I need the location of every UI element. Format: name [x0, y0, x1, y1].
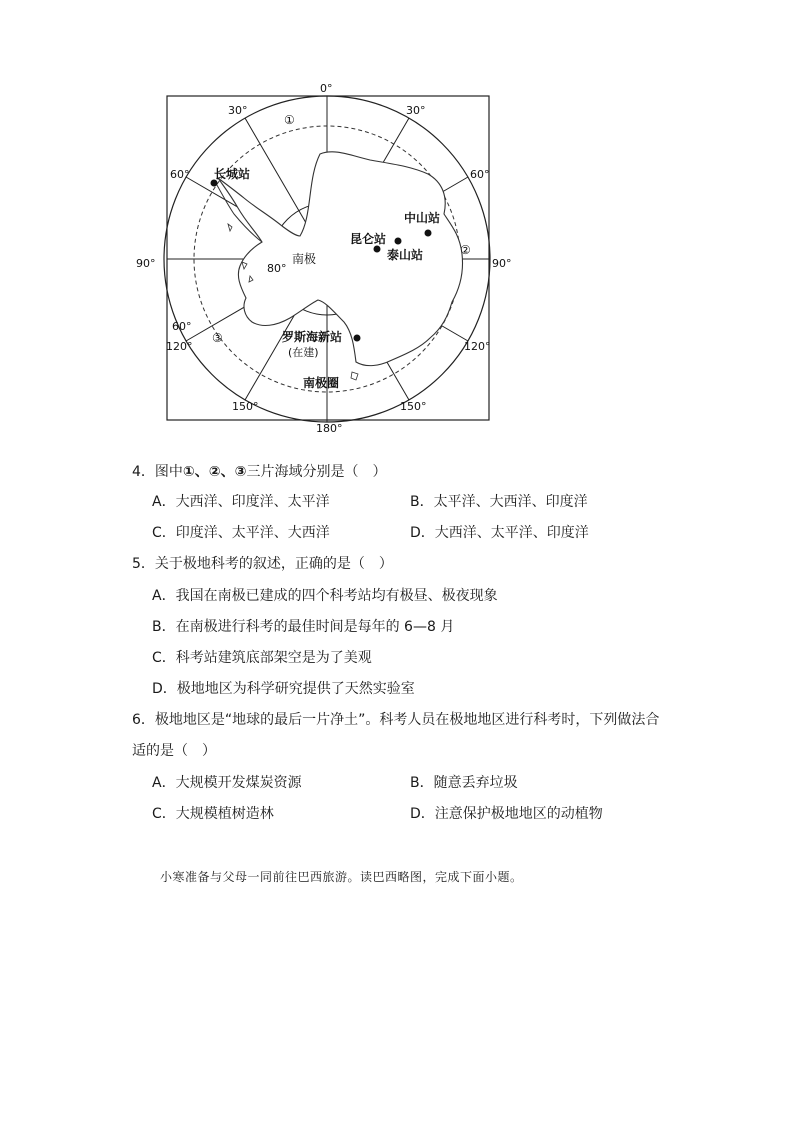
question-6-option-b[interactable]: B．随意丢弃垃圾: [410, 775, 518, 791]
question-4-option-b[interactable]: B．太平洋、大西洋、印度洋: [410, 494, 588, 510]
question-5-option-c[interactable]: C．科考站建筑底部架空是为了美观: [152, 650, 372, 666]
label-60w: 60°: [170, 168, 190, 181]
question-4-option-c[interactable]: C．印度洋、太平洋、大西洋: [152, 525, 330, 541]
ocean-marker-3: ③: [212, 331, 223, 345]
label-0: 0°: [320, 82, 333, 95]
question-6-stem-line2: 适的是（ ）: [132, 743, 216, 759]
question-4-stem-post: 三片海域分别是（ ）: [246, 464, 387, 480]
ocean-marker-2: ②: [460, 243, 471, 257]
label-lat80: 80°: [267, 262, 287, 275]
taishan-dot: [395, 238, 402, 245]
question-6-option-a[interactable]: A．大规模开发煤炭资源: [152, 775, 302, 791]
label-120w: 120°: [166, 340, 193, 353]
rossnew-label: 罗斯海新站: [282, 330, 343, 344]
question-5-option-a[interactable]: A．我国在南极已建成的四个科考站均有极昼、极夜现象: [152, 588, 498, 604]
zhongshan-label: 中山站: [404, 211, 441, 225]
question-4-option-d[interactable]: D．大西洋、太平洋、印度洋: [410, 525, 589, 541]
question-4-stem-marks: ①、②、③: [182, 464, 247, 480]
zhongshan-dot: [425, 230, 432, 237]
label-90w: 90°: [136, 257, 156, 270]
antarctica-map: [130, 76, 520, 436]
label-lat60: 60°: [172, 320, 192, 333]
label-150e: 150°: [400, 400, 427, 413]
question-6-stem-line1: 6．极地地区是“地球的最后一片净土”。科考人员在极地地区进行科考时，下列做法合: [132, 712, 660, 728]
kunlun-label: 昆仑站: [350, 232, 387, 246]
ocean-marker-1: ①: [284, 113, 295, 127]
label-150w: 150°: [232, 400, 259, 413]
label-180: 180°: [316, 422, 343, 435]
question-5-option-b[interactable]: B．在南极进行科考的最佳时间是每年的 6—8 月: [152, 619, 455, 635]
question-5-option-d[interactable]: D．极地地区为科学研究提供了天然实验室: [152, 681, 415, 697]
rossnew-note: (在建): [288, 346, 319, 359]
question-6-option-d[interactable]: D．注意保护极地地区的动植物: [410, 806, 603, 822]
question-4-option-a[interactable]: A．大西洋、印度洋、太平洋: [152, 494, 330, 510]
section-note: 小寒准备与父母一同前往巴西旅游。读巴西略图，完成下面小题。: [160, 870, 523, 884]
antarctic-circle-label: 南极圈: [303, 376, 340, 390]
rossnew-dot: [354, 335, 361, 342]
label-30e: 30°: [406, 104, 426, 117]
taishan-label: 泰山站: [387, 248, 424, 262]
south-pole-label: 南极: [292, 252, 317, 266]
question-4-stem: [132, 462, 386, 482]
question-6-option-c[interactable]: C．大规模植树造林: [152, 806, 274, 822]
changcheng-label: 长城站: [214, 167, 251, 181]
kunlun-dot: [374, 246, 381, 253]
label-30w: 30°: [228, 104, 248, 117]
question-5-stem: 5．关于极地科考的叙述，正确的是（ ）: [132, 556, 393, 572]
question-4-stem-pre: 4．图中: [132, 464, 183, 480]
label-60e: 60°: [470, 168, 490, 181]
label-120e: 120°: [464, 340, 491, 353]
label-90e: 90°: [492, 257, 512, 270]
